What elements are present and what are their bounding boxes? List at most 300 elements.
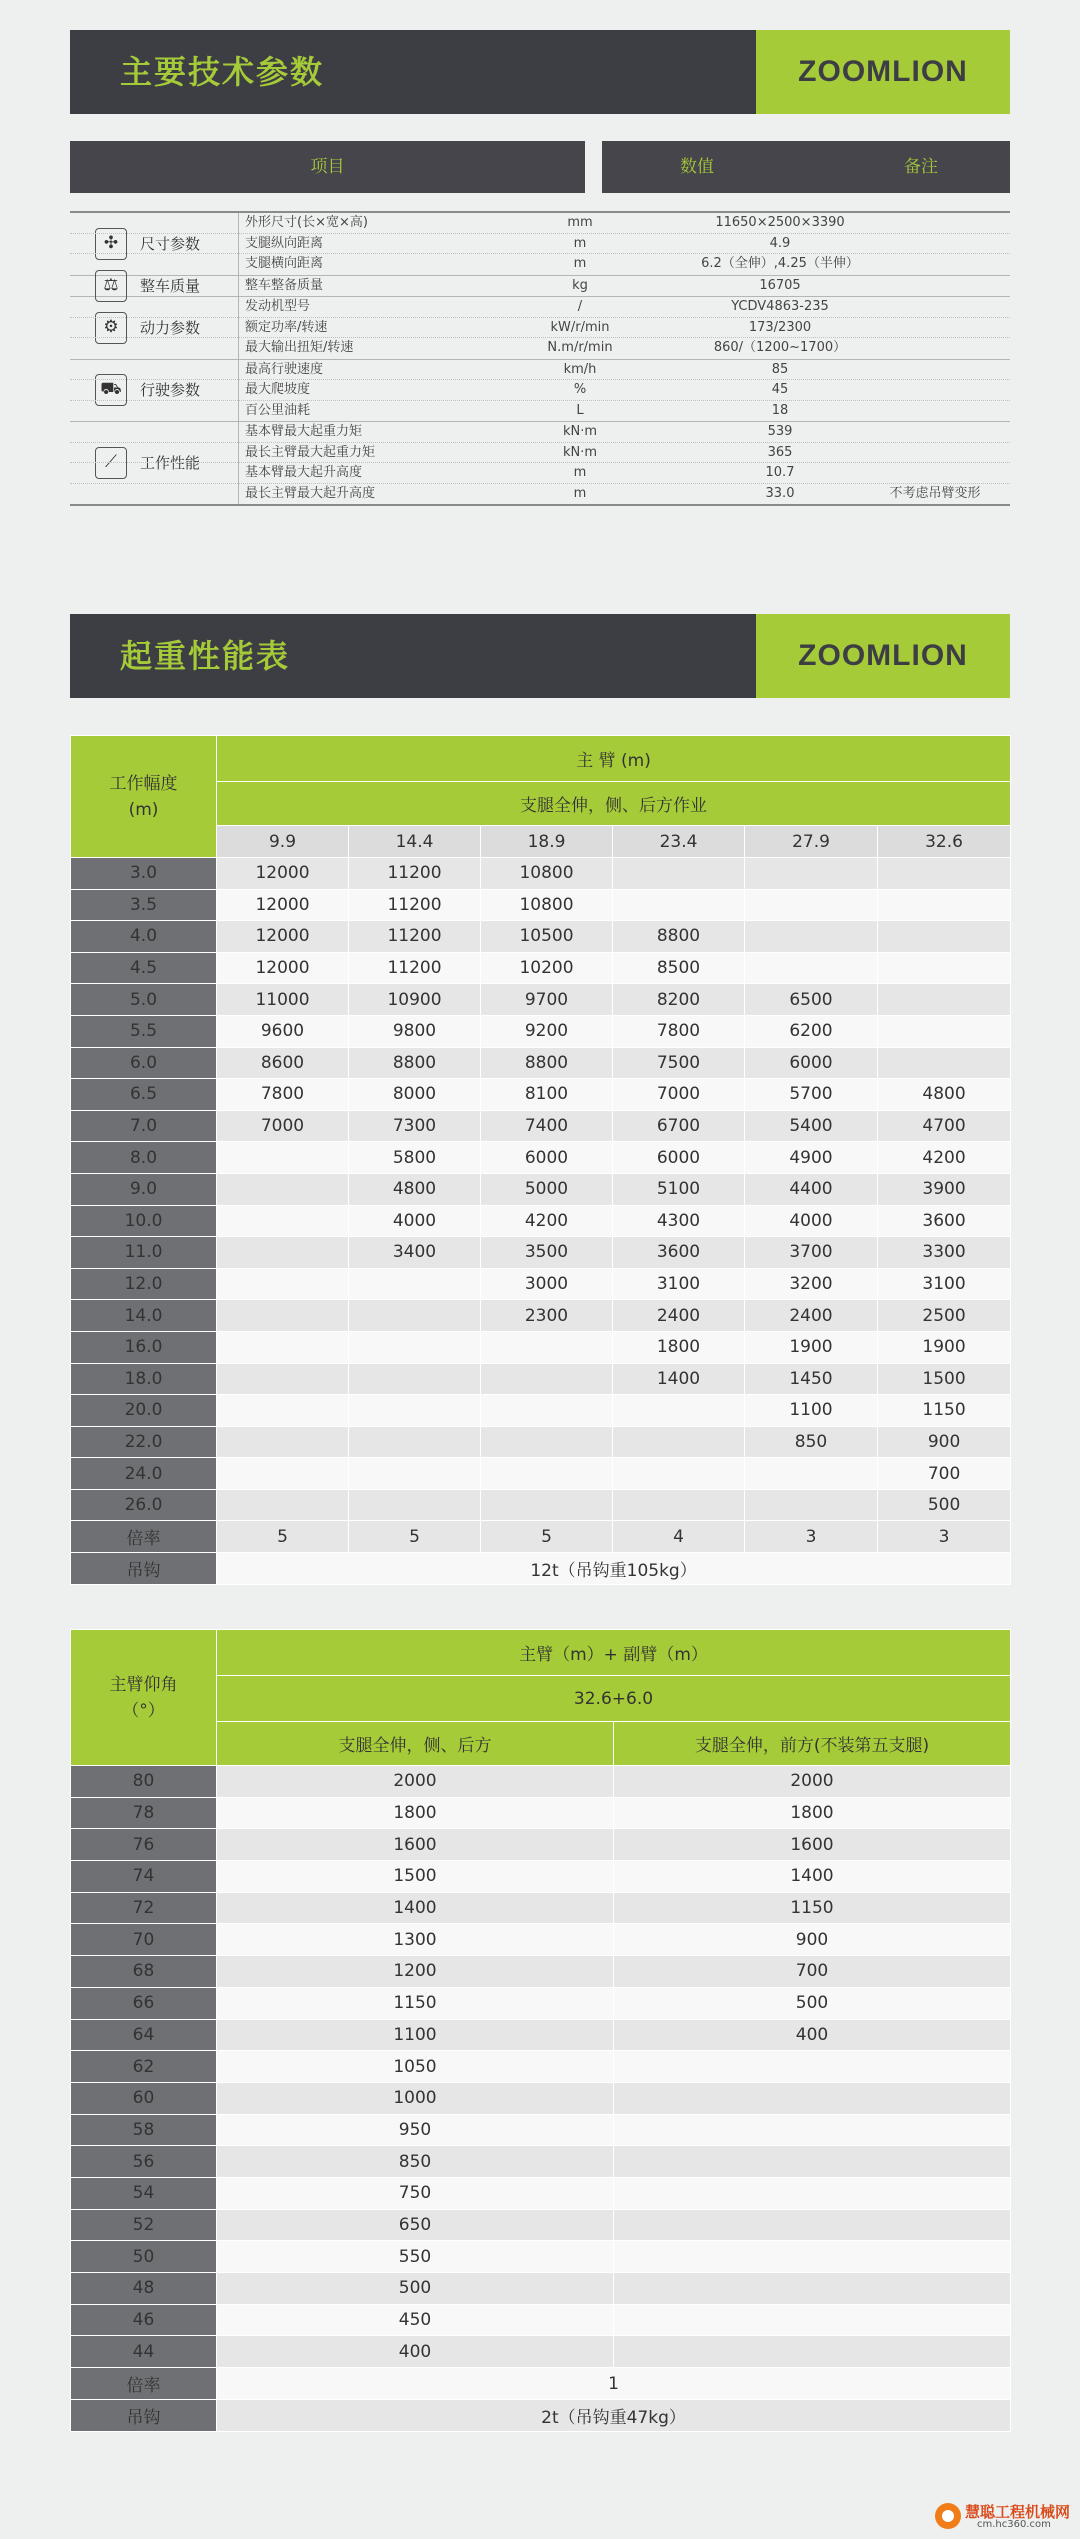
ratio-cell: 5 <box>217 1521 349 1553</box>
load-cell <box>613 1395 745 1427</box>
angle-cell: 72 <box>71 1892 217 1924</box>
load-cell: 2000 <box>614 1766 1011 1798</box>
spec-unit: km/h <box>563 361 597 377</box>
radius-cell: 9.0 <box>71 1173 217 1205</box>
spec-item: 整车整备质量 <box>245 277 324 293</box>
spec-unit: kg <box>572 277 588 293</box>
load-cell: 2400 <box>745 1300 878 1332</box>
table-row <box>71 1015 1011 1047</box>
table-row <box>71 1458 1011 1490</box>
spec-row <box>70 254 1010 275</box>
load-cell: 6500 <box>745 984 878 1016</box>
spec-row <box>70 318 1010 339</box>
load-cell: 7000 <box>217 1110 349 1142</box>
spec-value: 860/（1200~1700） <box>713 340 847 355</box>
table-row <box>71 2336 1011 2368</box>
load-cell: 1450 <box>745 1363 878 1395</box>
load-cell: 8100 <box>481 1079 613 1111</box>
ratio-cell: 3 <box>878 1521 1011 1553</box>
load-cell: 1200 <box>217 1956 614 1988</box>
spec-item: 支腿纵向距离 <box>245 235 324 251</box>
load-cell <box>878 889 1011 921</box>
load-cell: 7500 <box>613 1047 745 1079</box>
spec-group-label: 整车质量 <box>140 276 201 295</box>
load-cell <box>614 2304 1011 2336</box>
load-cell: 5800 <box>349 1142 481 1174</box>
spec-value: YCDV4863-235 <box>731 299 829 314</box>
load-cell: 1800 <box>217 1797 614 1829</box>
load-cell: 8200 <box>613 984 745 1016</box>
load-cell: 10900 <box>349 984 481 1016</box>
radius-cell: 18.0 <box>71 1363 217 1395</box>
spec-group-label: 尺寸参数 <box>140 234 201 253</box>
angle-cell: 78 <box>71 1797 217 1829</box>
boom-length-cell: 27.9 <box>745 826 878 858</box>
load-cell <box>745 952 878 984</box>
section-banner-capacity <box>70 614 1010 698</box>
load-cell <box>614 2273 1011 2305</box>
spec-unit: N.m/r/min <box>547 340 613 355</box>
load-cell <box>614 2146 1011 2178</box>
load-cell <box>349 1426 481 1458</box>
load-cell <box>217 1395 349 1427</box>
load-cell: 1100 <box>745 1395 878 1427</box>
load-cell <box>349 1489 481 1521</box>
table-header-row <box>71 1630 1011 1676</box>
load-cell: 650 <box>217 2209 614 2241</box>
load-cell: 850 <box>745 1426 878 1458</box>
radius-cell: 10.0 <box>71 1205 217 1237</box>
angle-cell: 56 <box>71 2146 217 2178</box>
spec-header-value <box>602 141 1010 193</box>
angle-cell: 68 <box>71 1956 217 1988</box>
load-cell: 10800 <box>481 858 613 890</box>
side-rear-header: 支腿全伸，侧、后方 <box>217 1722 614 1766</box>
load-cell: 8000 <box>349 1079 481 1111</box>
table-row <box>71 1987 1011 2019</box>
boom-length-cell: 32.6 <box>878 826 1011 858</box>
load-cell: 2400 <box>613 1300 745 1332</box>
spec-value: 45 <box>771 382 789 397</box>
load-cell <box>745 858 878 890</box>
table-row <box>71 1110 1011 1142</box>
load-cell: 4200 <box>878 1142 1011 1174</box>
spec-row <box>70 484 1010 505</box>
load-cell: 4800 <box>878 1079 1011 1111</box>
load-cell: 4800 <box>349 1173 481 1205</box>
spec-row <box>70 297 1010 318</box>
load-cell: 8500 <box>613 952 745 984</box>
load-cell: 1900 <box>745 1331 878 1363</box>
hook-row <box>71 1553 1011 1585</box>
load-cell: 1600 <box>614 1829 1011 1861</box>
table-row <box>71 2273 1011 2305</box>
load-cell: 7800 <box>613 1015 745 1047</box>
table-row <box>71 1331 1011 1363</box>
load-cell: 2000 <box>217 1766 614 1798</box>
load-cell: 9600 <box>217 1015 349 1047</box>
load-cell: 1150 <box>614 1892 1011 1924</box>
load-cell: 400 <box>614 2019 1011 2051</box>
boom-jib-header: 主臂（m）+ 副臂（m） <box>217 1630 1011 1676</box>
spec-value: 173/2300 <box>748 319 812 335</box>
load-cell: 3600 <box>878 1205 1011 1237</box>
table-row <box>71 1237 1011 1269</box>
load-cell: 4400 <box>745 1173 878 1205</box>
load-cell <box>878 1047 1011 1079</box>
table-row <box>71 1489 1011 1521</box>
load-cell: 1400 <box>217 1892 614 1924</box>
load-cell: 10800 <box>481 889 613 921</box>
spec-row <box>70 213 1010 234</box>
radius-cell: 11.0 <box>71 1237 217 1269</box>
load-cell: 11200 <box>349 952 481 984</box>
table-row <box>71 2019 1011 2051</box>
load-cell: 1100 <box>217 2019 614 2051</box>
load-cell <box>613 858 745 890</box>
load-cell: 1500 <box>878 1363 1011 1395</box>
load-cell: 6000 <box>481 1142 613 1174</box>
load-cell <box>217 1237 349 1269</box>
spec-value: 6.2（全伸）,4.25（半伸） <box>701 256 859 271</box>
ratio-cell: 5 <box>481 1521 613 1553</box>
load-cell: 11000 <box>217 984 349 1016</box>
spec-group-label: 工作性能 <box>140 454 201 472</box>
spec-unit: mm <box>567 215 593 230</box>
load-cell: 4000 <box>745 1205 878 1237</box>
load-cell: 11200 <box>349 921 481 953</box>
load-cell: 700 <box>878 1458 1011 1490</box>
spec-header-item-label: 项目 <box>310 157 345 177</box>
spec-group-label: 动力参数 <box>140 318 201 337</box>
front-header: 支腿全伸，前方(不装第五支腿) <box>614 1722 1011 1766</box>
load-cell: 850 <box>217 2146 614 2178</box>
spec-item: 百公里油耗 <box>245 402 311 418</box>
boom-length-cell: 18.9 <box>481 826 613 858</box>
table-row <box>71 1268 1011 1300</box>
load-cell <box>481 1331 613 1363</box>
table-row <box>71 858 1011 890</box>
radius-header: 工作幅度 (m) <box>71 736 217 858</box>
spec-group <box>70 297 1010 360</box>
load-cell: 4900 <box>745 1142 878 1174</box>
table-row <box>71 889 1011 921</box>
load-cell: 550 <box>217 2241 614 2273</box>
load-cell: 1800 <box>614 1797 1011 1829</box>
angle-cell: 46 <box>71 2304 217 2336</box>
spec-row <box>70 360 1010 381</box>
radius-cell: 8.0 <box>71 1142 217 1174</box>
spec-row <box>70 401 1010 422</box>
spec-unit: m <box>573 485 587 501</box>
spec-group <box>70 213 1010 276</box>
angle-cell: 50 <box>71 2241 217 2273</box>
table-row <box>71 1829 1011 1861</box>
table-row <box>71 2177 1011 2209</box>
spec-unit: m <box>573 235 587 251</box>
boom-header: 主 臂 (m) <box>217 736 1011 782</box>
load-cell: 1600 <box>217 1829 614 1861</box>
load-cell <box>613 1458 745 1490</box>
angle-cell: 64 <box>71 2019 217 2051</box>
table-row <box>71 1173 1011 1205</box>
load-cell: 8600 <box>217 1047 349 1079</box>
section-title: 主要技术参数 <box>120 53 325 91</box>
spec-note: 不考虑吊臂变形 <box>889 485 981 501</box>
load-cell: 1050 <box>217 2051 614 2083</box>
spec-row <box>70 276 1010 297</box>
watermark-site-name: 慧聪工程机械网 <box>965 2503 1071 2521</box>
hook-cell: 2t（吊钩重47kg） <box>217 2400 1011 2432</box>
load-cell: 950 <box>217 2114 614 2146</box>
table-row <box>71 984 1011 1016</box>
load-cell <box>613 889 745 921</box>
load-cell <box>349 1395 481 1427</box>
table-row <box>71 1142 1011 1174</box>
load-cell <box>349 1363 481 1395</box>
load-cell: 3900 <box>878 1173 1011 1205</box>
table-row <box>71 1797 1011 1829</box>
load-cell <box>745 1489 878 1521</box>
load-cell: 8800 <box>349 1047 481 1079</box>
load-cell: 1800 <box>613 1331 745 1363</box>
load-cell: 3000 <box>481 1268 613 1300</box>
radius-cell: 6.5 <box>71 1079 217 1111</box>
radius-cell: 6.0 <box>71 1047 217 1079</box>
spec-unit: m <box>573 465 587 480</box>
spec-item: 最长主臂最大起重力矩 <box>245 444 376 460</box>
load-cell: 1900 <box>878 1331 1011 1363</box>
load-cell: 500 <box>217 2273 614 2305</box>
load-cell <box>878 1015 1011 1047</box>
section-title: 起重性能表 <box>120 637 291 675</box>
spec-row <box>70 463 1010 484</box>
spec-value: 33.0 <box>765 485 795 501</box>
radius-cell: 20.0 <box>71 1395 217 1427</box>
table-row <box>71 1047 1011 1079</box>
radius-cell: 24.0 <box>71 1458 217 1490</box>
spec-header-note-label: 备注 <box>904 157 938 177</box>
load-cell <box>481 1395 613 1427</box>
angle-cell: 62 <box>71 2051 217 2083</box>
table-row <box>71 1861 1011 1893</box>
load-cell <box>349 1458 481 1490</box>
spec-header-item <box>70 141 585 193</box>
boom-length-cell: 23.4 <box>613 826 745 858</box>
table-row <box>71 2304 1011 2336</box>
load-cell <box>217 1426 349 1458</box>
radius-cell: 12.0 <box>71 1268 217 1300</box>
hook-label: 吊钩 <box>71 2400 217 2432</box>
load-cell: 3500 <box>481 1237 613 1269</box>
load-cell <box>878 952 1011 984</box>
spec-row <box>70 422 1010 443</box>
load-cell <box>349 1331 481 1363</box>
angle-cell: 76 <box>71 1829 217 1861</box>
spec-unit: m <box>573 256 587 271</box>
radius-cell: 3.5 <box>71 889 217 921</box>
spec-unit: / <box>577 299 583 314</box>
table-row <box>71 2241 1011 2273</box>
radius-cell: 26.0 <box>71 1489 217 1521</box>
spec-unit: kW/r/min <box>550 319 610 335</box>
load-cell: 1500 <box>217 1861 614 1893</box>
load-cell: 4700 <box>878 1110 1011 1142</box>
watermark-site-url: cm.hc360.com <box>977 2519 1051 2530</box>
load-cell <box>481 1426 613 1458</box>
load-cell <box>613 1489 745 1521</box>
spec-header-value-label: 数值 <box>680 157 714 177</box>
load-cell <box>217 1268 349 1300</box>
spec-item: 外形尺寸(长×宽×高) <box>245 215 368 230</box>
load-cell <box>614 2114 1011 2146</box>
radius-cell: 3.0 <box>71 858 217 890</box>
load-cell <box>613 1426 745 1458</box>
spec-group <box>70 360 1010 423</box>
load-cell: 6700 <box>613 1110 745 1142</box>
load-cell: 500 <box>878 1489 1011 1521</box>
table-row <box>71 1892 1011 1924</box>
spec-item: 最大爬坡度 <box>245 382 311 397</box>
load-cell: 3100 <box>613 1268 745 1300</box>
load-cell <box>878 858 1011 890</box>
table-row <box>71 1956 1011 1988</box>
radius-cell: 5.5 <box>71 1015 217 1047</box>
spec-row <box>70 234 1010 255</box>
load-cell: 9700 <box>481 984 613 1016</box>
load-cell: 11200 <box>349 858 481 890</box>
load-cell: 8800 <box>481 1047 613 1079</box>
load-cell: 2300 <box>481 1300 613 1332</box>
load-cell: 1150 <box>878 1395 1011 1427</box>
ratio-row <box>71 2368 1011 2400</box>
spec-group-label: 行驶参数 <box>140 381 201 400</box>
table-row <box>71 1363 1011 1395</box>
boom-length-cell: 9.9 <box>217 826 349 858</box>
load-cell: 7400 <box>481 1110 613 1142</box>
table-row <box>71 1924 1011 1956</box>
load-cell <box>481 1489 613 1521</box>
table-row <box>71 1766 1011 1798</box>
spec-value: 539 <box>767 424 793 439</box>
load-cell: 3600 <box>613 1237 745 1269</box>
load-cell <box>481 1458 613 1490</box>
load-cell: 4300 <box>613 1205 745 1237</box>
load-cell: 10200 <box>481 952 613 984</box>
load-cell: 10500 <box>481 921 613 953</box>
load-chart-jib <box>70 1629 1011 2432</box>
load-cell <box>614 2336 1011 2368</box>
load-cell <box>217 1489 349 1521</box>
load-cell <box>217 1458 349 1490</box>
spec-row <box>70 338 1010 359</box>
load-cell <box>745 889 878 921</box>
load-cell: 4000 <box>349 1205 481 1237</box>
load-cell: 3200 <box>745 1268 878 1300</box>
spec-item: 基本臂最大起升高度 <box>245 465 363 480</box>
load-cell <box>745 921 878 953</box>
load-cell: 6200 <box>745 1015 878 1047</box>
load-cell: 5100 <box>613 1173 745 1205</box>
hook-label: 吊钩 <box>71 1553 217 1585</box>
load-cell: 3700 <box>745 1237 878 1269</box>
load-cell <box>481 1363 613 1395</box>
load-cell: 9200 <box>481 1015 613 1047</box>
radius-cell: 5.0 <box>71 984 217 1016</box>
spec-value: 10.7 <box>765 465 795 480</box>
zoomlion-logo: ZOOMLION <box>756 614 1010 698</box>
ratio-cell: 5 <box>349 1521 481 1553</box>
truck-icon: ⛟ <box>95 374 127 406</box>
load-cell: 750 <box>217 2177 614 2209</box>
spec-table <box>70 211 1010 506</box>
load-cell: 400 <box>217 2336 614 2368</box>
load-cell: 7800 <box>217 1079 349 1111</box>
hook-cell: 12t（吊钩重105kg） <box>217 1553 1011 1585</box>
spec-value: 85 <box>771 361 789 377</box>
spec-item: 额定功率/转速 <box>245 319 328 335</box>
ratio-row <box>71 1521 1011 1553</box>
load-cell: 900 <box>878 1426 1011 1458</box>
spec-row <box>70 380 1010 401</box>
spec-item: 支腿横向距离 <box>245 256 324 271</box>
table-row <box>71 1300 1011 1332</box>
ratio-cell: 1 <box>217 2368 1011 2400</box>
table-row <box>71 952 1011 984</box>
load-cell: 1300 <box>217 1924 614 1956</box>
load-cell <box>349 1268 481 1300</box>
table-row <box>71 1079 1011 1111</box>
angle-cell: 70 <box>71 1924 217 1956</box>
outrigger-condition-header: 支腿全伸，侧、后方作业 <box>217 782 1011 826</box>
load-cell <box>745 1458 878 1490</box>
spec-item: 基本臂最大起重力矩 <box>245 424 363 439</box>
hook-row <box>71 2400 1011 2432</box>
dimension-arrows-icon: ✣ <box>95 228 127 260</box>
ratio-cell: 3 <box>745 1521 878 1553</box>
load-cell <box>217 1142 349 1174</box>
angle-cell: 54 <box>71 2177 217 2209</box>
spec-unit: % <box>573 382 587 397</box>
load-cell: 3300 <box>878 1237 1011 1269</box>
spec-group <box>70 422 1010 504</box>
load-cell: 2500 <box>878 1300 1011 1332</box>
hc360-logo-icon <box>935 2503 961 2529</box>
load-cell: 5000 <box>481 1173 613 1205</box>
load-cell <box>349 1300 481 1332</box>
spec-unit: kN·m <box>562 424 598 439</box>
ratio-label: 倍率 <box>71 2368 217 2400</box>
section-banner-specs <box>70 30 1010 114</box>
spec-value: 4.9 <box>769 235 791 251</box>
spec-value: 18 <box>771 402 789 418</box>
load-cell <box>614 2051 1011 2083</box>
spec-item: 发动机型号 <box>245 299 311 314</box>
load-cell: 9800 <box>349 1015 481 1047</box>
angle-cell: 60 <box>71 2082 217 2114</box>
angle-cell: 44 <box>71 2336 217 2368</box>
table-row <box>71 2146 1011 2178</box>
load-cell <box>217 1205 349 1237</box>
spec-unit: L <box>576 402 584 418</box>
load-cell <box>614 2241 1011 2273</box>
load-cell: 5700 <box>745 1079 878 1111</box>
load-cell: 11200 <box>349 889 481 921</box>
spec-item: 最大输出扭矩/转速 <box>245 340 354 355</box>
load-cell: 7000 <box>613 1079 745 1111</box>
table-header-row <box>71 736 1011 782</box>
load-cell: 1150 <box>217 1987 614 2019</box>
